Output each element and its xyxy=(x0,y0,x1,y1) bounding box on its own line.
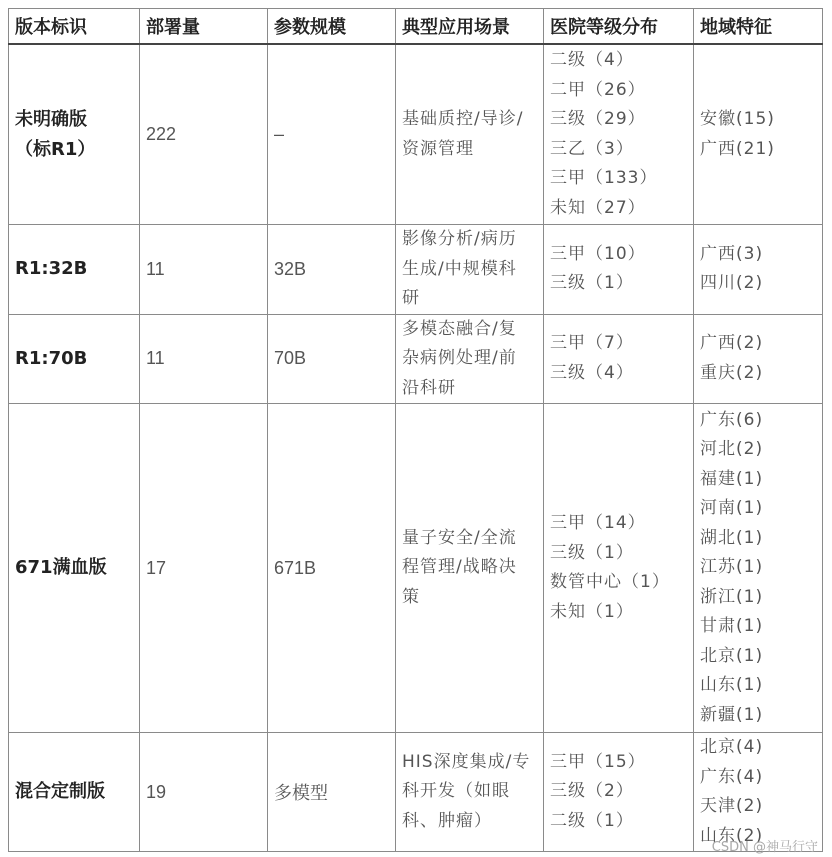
cell-scenario-line: 影像分析/病历 xyxy=(402,229,517,249)
cell-region xyxy=(694,44,823,225)
cell-scenario xyxy=(396,44,544,225)
header-hospital: 医院等级分布 xyxy=(544,9,694,45)
cell-scenario-line: 杂病例处理/前 xyxy=(402,348,517,368)
cell-scenario xyxy=(396,733,544,852)
header-region: 地域特征 xyxy=(694,9,823,45)
cell-version xyxy=(9,225,140,315)
cell-params: 多模型 xyxy=(268,733,396,852)
cell-region-line: 广西(21) xyxy=(700,138,775,159)
cell-region-line: 甘肃(1) xyxy=(700,616,764,637)
cell-scenario-line: 程管理/战略决 xyxy=(402,557,517,578)
cell-scenario-line: 量子安全/全流 xyxy=(402,527,517,548)
cell-hospital-line: 数管中心（1） xyxy=(550,572,670,592)
cell-scenario-line: 策 xyxy=(402,586,420,607)
cell-region-line: 河南(1) xyxy=(700,498,764,519)
cell-hospital-line: 二级（1） xyxy=(550,810,634,831)
cell-scenario-line: 生成/中规模科 xyxy=(402,258,517,279)
cell-scenario xyxy=(396,225,544,315)
table-row xyxy=(9,44,823,225)
cell-hospital-line: 三甲（10） xyxy=(550,243,646,264)
cell-hospital-line: 三乙（3） xyxy=(550,138,634,159)
cell-region xyxy=(694,733,823,852)
cell-scenario-line: HIS深度集成/专 xyxy=(402,751,531,772)
cell-hospital xyxy=(544,44,694,225)
cell-version-line: 671满血版 xyxy=(15,557,107,578)
cell-region-line: 广西(2) xyxy=(700,333,764,354)
cell-scenario-line: 沿科研 xyxy=(402,377,456,398)
cell-region-line: 湖北(1) xyxy=(700,527,764,548)
header-params: 参数规模 xyxy=(268,9,396,45)
cell-scenario xyxy=(396,314,544,404)
cell-region-line: 河北(2) xyxy=(700,439,764,460)
table-row xyxy=(9,314,823,404)
cell-hospital xyxy=(544,404,694,733)
cell-version xyxy=(9,44,140,225)
cell-params: 70B xyxy=(268,314,396,404)
cell-count: 19 xyxy=(140,733,268,852)
cell-hospital-line: 三甲（15） xyxy=(550,751,646,772)
cell-hospital-line: 三级（1） xyxy=(550,542,634,563)
cell-hospital xyxy=(544,314,694,404)
cell-count: 11 xyxy=(140,225,268,315)
cell-region-line: 四川(2) xyxy=(700,273,764,294)
cell-region xyxy=(694,404,823,733)
cell-params: – xyxy=(268,44,396,225)
header-count: 部署量 xyxy=(140,9,268,45)
cell-region-line: 广西(3) xyxy=(700,243,764,264)
cell-scenario-line: 多模态融合/复 xyxy=(402,318,517,339)
cell-region xyxy=(694,225,823,315)
header-scenario: 典型应用场景 xyxy=(396,9,544,45)
cell-hospital-line: 未知（1） xyxy=(550,601,634,622)
cell-count: 17 xyxy=(140,404,268,733)
table-row xyxy=(9,225,823,315)
cell-version-line: 混合定制版 xyxy=(15,781,105,802)
cell-version xyxy=(9,733,140,852)
cell-region xyxy=(694,314,823,404)
cell-hospital xyxy=(544,733,694,852)
cell-region-line: 新疆(1) xyxy=(700,704,764,725)
cell-region-line: 山东(1) xyxy=(700,675,764,696)
cell-hospital-line: 三甲（133） xyxy=(550,168,658,188)
cell-hospital xyxy=(544,225,694,315)
cell-params: 671B xyxy=(268,404,396,733)
cell-scenario-line: 研 xyxy=(402,288,420,308)
cell-version-line: R1:70B xyxy=(15,347,88,369)
table-row xyxy=(9,404,823,733)
cell-count: 222 xyxy=(140,44,268,225)
cell-hospital-line: 三级（29） xyxy=(550,109,646,129)
cell-hospital-line: 三甲（14） xyxy=(550,513,646,533)
cell-scenario xyxy=(396,404,544,733)
cell-region-line: 安徽(15) xyxy=(700,109,775,129)
cell-version xyxy=(9,404,140,733)
cell-region-line: 天津(2) xyxy=(700,796,764,816)
cell-region-line: 山东(2) xyxy=(700,825,764,846)
cell-scenario-line: 科开发（如眼 xyxy=(402,781,510,802)
cell-region-line: 广东(6) xyxy=(700,409,764,430)
deployment-table xyxy=(8,8,823,852)
cell-region-line: 江苏(1) xyxy=(700,557,764,578)
header-row xyxy=(9,9,823,45)
cell-version-line: （标R1） xyxy=(15,138,96,160)
cell-hospital-line: 二级（4） xyxy=(550,50,634,70)
cell-region-line: 北京(4) xyxy=(700,737,764,757)
cell-region-line: 重庆(2) xyxy=(700,362,764,383)
cell-hospital-line: 三级（4） xyxy=(550,362,634,383)
cell-params: 32B xyxy=(268,225,396,315)
header-version: 版本标识 xyxy=(9,9,140,45)
cell-hospital-line: 未知（27） xyxy=(550,197,646,218)
cell-hospital-line: 二甲（26） xyxy=(550,79,646,100)
cell-region-line: 广东(4) xyxy=(700,766,764,787)
cell-scenario-line: 科、肿瘤） xyxy=(402,810,492,831)
cell-scenario-line: 资源管理 xyxy=(402,138,474,159)
cell-version-line: 未明确版 xyxy=(15,108,87,130)
watermark: CSDN @神马行守 xyxy=(711,840,818,855)
cell-hospital-line: 三级（2） xyxy=(550,781,634,802)
table-body xyxy=(9,44,823,852)
cell-scenario-line: 基础质控/导诊/ xyxy=(402,109,524,129)
table-row xyxy=(9,733,823,852)
cell-hospital-line: 三甲（7） xyxy=(550,333,634,354)
cell-version xyxy=(9,314,140,404)
cell-version-line: R1:32B xyxy=(15,258,88,280)
cell-count: 11 xyxy=(140,314,268,404)
cell-hospital-line: 三级（1） xyxy=(550,273,634,294)
cell-region-line: 福建(1) xyxy=(700,468,764,489)
cell-region-line: 北京(1) xyxy=(700,645,764,666)
cell-region-line: 浙江(1) xyxy=(700,586,764,607)
